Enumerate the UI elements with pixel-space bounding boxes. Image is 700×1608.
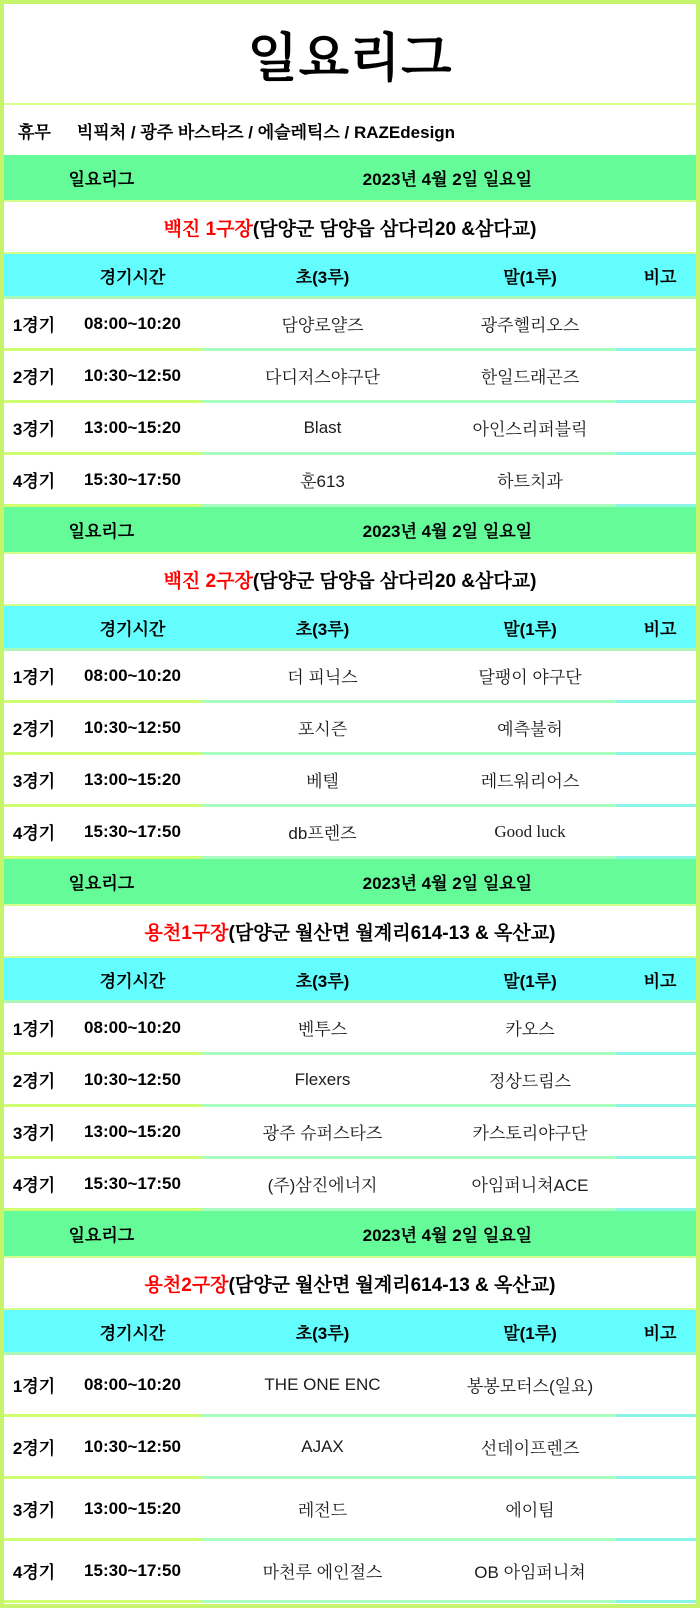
page-title-row	[4, 4, 696, 105]
game-rows	[4, 1003, 696, 1211]
away-team: 더 피닉스	[201, 651, 444, 703]
away-team: (주)삼진에너지	[201, 1159, 444, 1211]
league-name: 일요리그	[68, 874, 135, 893]
away-team: 다디저스야구단	[201, 351, 444, 403]
game-number: 1경기	[4, 299, 64, 351]
game-row	[4, 1107, 696, 1159]
game-number: 1경기	[4, 1003, 64, 1055]
venue-row	[4, 552, 696, 606]
venue-section	[4, 859, 696, 1211]
venue-name: 용천1구장	[144, 922, 229, 944]
home-team: 정상드림스	[444, 1055, 616, 1107]
home-team: 한일드래곤즈	[444, 351, 616, 403]
game-time: 15:30~17:50	[64, 1541, 201, 1603]
game-number: 4경기	[4, 1541, 64, 1603]
column-header-away: 초(3루)	[295, 619, 350, 639]
game-note	[616, 703, 700, 755]
match-date: 2023년 4월 2일 일요일	[362, 874, 533, 893]
league-name: 일요리그	[68, 1226, 135, 1245]
match-date: 2023년 4월 2일 일요일	[362, 522, 533, 541]
game-number: 4경기	[4, 1159, 64, 1211]
column-header-time: 경기시간	[99, 1323, 166, 1343]
away-team: AJAX	[201, 1417, 444, 1479]
home-team: 예측불허	[444, 703, 616, 755]
game-time: 13:00~15:20	[64, 1479, 201, 1541]
home-team: 에이팀	[444, 1479, 616, 1541]
home-team: 광주헬리오스	[444, 299, 616, 351]
game-time: 13:00~15:20	[64, 403, 201, 455]
home-team: 봉봉모터스(일요)	[444, 1355, 616, 1417]
game-note	[616, 1541, 700, 1603]
home-team: 아인스리퍼블릭	[444, 403, 616, 455]
game-time: 08:00~10:20	[64, 1003, 201, 1055]
league-date-band	[4, 859, 696, 904]
away-team: THE ONE ENC	[201, 1355, 444, 1417]
home-team: 아임퍼니쳐ACE	[444, 1159, 616, 1211]
game-row	[4, 299, 696, 351]
game-row	[4, 755, 696, 807]
game-time: 10:30~12:50	[64, 1417, 201, 1479]
venue-address: (담양군 월산면 월계리614-13 & 옥산교)	[228, 922, 556, 944]
game-row	[4, 1003, 696, 1055]
game-number: 3경기	[4, 403, 64, 455]
game-number: 3경기	[4, 755, 64, 807]
venue-section	[4, 1211, 696, 1603]
game-number: 1경기	[4, 1355, 64, 1417]
game-time: 10:30~12:50	[64, 1055, 201, 1107]
game-time: 10:30~12:50	[64, 351, 201, 403]
game-time: 15:30~17:50	[64, 1159, 201, 1211]
column-header-time: 경기시간	[99, 971, 166, 991]
venue-address: (담양군 담양읍 삼다리20 &삼다교)	[252, 218, 537, 240]
venue-section	[4, 507, 696, 859]
game-rows	[4, 1355, 696, 1603]
game-note	[616, 1417, 700, 1479]
away-team: 광주 슈퍼스타즈	[201, 1107, 444, 1159]
game-number: 4경기	[4, 807, 64, 859]
column-header-note: 비고	[643, 267, 677, 287]
venue-address: (담양군 담양읍 삼다리20 &삼다교)	[252, 570, 537, 592]
game-time: 08:00~10:20	[64, 299, 201, 351]
away-team: db프렌즈	[201, 807, 444, 859]
home-team: Good luck	[444, 807, 616, 859]
venue-address: (담양군 월산면 월계리614-13 & 옥산교)	[228, 1274, 556, 1296]
game-row	[4, 1541, 696, 1603]
away-team: 마천루 에인절스	[201, 1541, 444, 1603]
game-time: 13:00~15:20	[64, 1107, 201, 1159]
home-team: 하트치과	[444, 455, 616, 507]
game-number: 2경기	[4, 703, 64, 755]
venue-row	[4, 1256, 696, 1310]
game-note	[616, 1355, 700, 1417]
game-row	[4, 455, 696, 507]
column-header-row	[4, 1310, 696, 1355]
home-team: 선데이프렌즈	[444, 1417, 616, 1479]
league-date-band	[4, 155, 696, 200]
away-team: 벤투스	[201, 1003, 444, 1055]
away-team: 훈613	[201, 455, 444, 507]
venue-name: 백진 1구장	[163, 218, 253, 240]
game-row	[4, 1159, 696, 1211]
venue-name: 백진 2구장	[163, 570, 253, 592]
column-header-home: 말(1루)	[503, 267, 557, 287]
game-row	[4, 351, 696, 403]
game-number: 2경기	[4, 351, 64, 403]
game-row	[4, 1417, 696, 1479]
venue-row	[4, 200, 696, 254]
page-title: 일요리그	[247, 30, 453, 88]
venue-row	[4, 904, 696, 958]
match-date: 2023년 4월 2일 일요일	[362, 170, 533, 189]
game-number: 2경기	[4, 1055, 64, 1107]
home-team: 레드워리어스	[444, 755, 616, 807]
game-time: 15:30~17:50	[64, 455, 201, 507]
game-row	[4, 1055, 696, 1107]
sections-container	[4, 155, 696, 1603]
game-number: 3경기	[4, 1479, 64, 1541]
bye-label: 휴무	[18, 122, 51, 142]
home-team: 카스토리야구단	[444, 1107, 616, 1159]
game-row	[4, 703, 696, 755]
column-header-note: 비고	[643, 1323, 677, 1343]
game-note	[616, 1159, 700, 1211]
game-row	[4, 651, 696, 703]
column-header-row	[4, 958, 696, 1003]
home-team: 달팽이 야구단	[444, 651, 616, 703]
game-time: 08:00~10:20	[64, 651, 201, 703]
away-team: 담양로얄즈	[201, 299, 444, 351]
game-number: 3경기	[4, 1107, 64, 1159]
game-time: 15:30~17:50	[64, 807, 201, 859]
game-note	[616, 455, 700, 507]
column-header-row	[4, 254, 696, 299]
game-number: 2경기	[4, 1417, 64, 1479]
league-name: 일요리그	[68, 522, 135, 541]
game-time: 13:00~15:20	[64, 755, 201, 807]
column-header-time: 경기시간	[99, 267, 166, 287]
game-row	[4, 1355, 696, 1417]
away-team: 레전드	[201, 1479, 444, 1541]
away-team: 포시즌	[201, 703, 444, 755]
game-note	[616, 1055, 700, 1107]
column-header-time: 경기시간	[99, 619, 166, 639]
game-note	[616, 651, 700, 703]
column-header-row	[4, 606, 696, 651]
column-header-away: 초(3루)	[295, 267, 350, 287]
game-note	[616, 1479, 700, 1541]
home-team: 카오스	[444, 1003, 616, 1055]
league-date-band	[4, 1211, 696, 1256]
venue-name: 용천2구장	[144, 1274, 229, 1296]
game-note	[616, 807, 700, 859]
column-header-home: 말(1루)	[503, 1323, 557, 1343]
game-note	[616, 755, 700, 807]
league-date-band	[4, 507, 696, 552]
game-note	[616, 299, 700, 351]
game-note	[616, 351, 700, 403]
league-name: 일요리그	[68, 170, 135, 189]
game-row	[4, 403, 696, 455]
game-note	[616, 1107, 700, 1159]
game-rows	[4, 651, 696, 859]
game-time: 10:30~12:50	[64, 703, 201, 755]
column-header-note: 비고	[643, 619, 677, 639]
column-header-away: 초(3루)	[295, 971, 350, 991]
game-number: 1경기	[4, 651, 64, 703]
home-team: OB 아임퍼니쳐	[444, 1541, 616, 1603]
column-header-home: 말(1루)	[503, 971, 557, 991]
game-rows	[4, 299, 696, 507]
match-date: 2023년 4월 2일 일요일	[362, 1226, 533, 1245]
away-team: Blast	[201, 403, 444, 455]
venue-section	[4, 155, 696, 507]
game-note	[616, 403, 700, 455]
game-note	[616, 1003, 700, 1055]
game-number: 4경기	[4, 455, 64, 507]
away-team: 베텔	[201, 755, 444, 807]
game-row	[4, 1479, 696, 1541]
bye-teams: 빅픽처 / 광주 바스타즈 / 에슬레틱스 / RAZEdesign	[76, 122, 456, 142]
bye-notice-row	[4, 105, 696, 155]
game-row	[4, 807, 696, 859]
column-header-note: 비고	[643, 971, 677, 991]
column-header-away: 초(3루)	[295, 1323, 350, 1343]
column-header-home: 말(1루)	[503, 619, 557, 639]
game-time: 08:00~10:20	[64, 1355, 201, 1417]
away-team: Flexers	[201, 1055, 444, 1107]
